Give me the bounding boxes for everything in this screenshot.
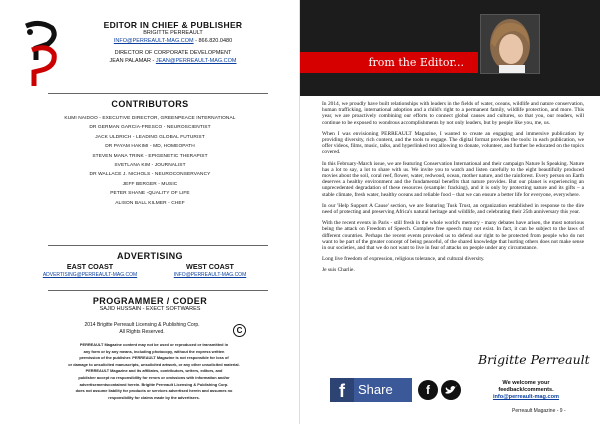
legal-line: publisher accept no responsibility for errors or omissions with information and/or [78, 374, 230, 380]
legal-line: permission of the publisher. PERREAULT Magazine is not responsible for loss of [79, 355, 229, 361]
contributor-item: DR GERMAN GARCIA-FRESCO - NEUROSCIENTIST [89, 125, 211, 131]
programmer-section [30, 296, 270, 314]
welcome-line: We welcome your [502, 380, 550, 386]
divider [48, 245, 268, 246]
header-bar [300, 0, 600, 96]
east-coast [30, 262, 150, 278]
editor-banner: from the Editor... [300, 52, 478, 73]
editor-phone: - 866.820.0480 [195, 37, 233, 44]
facebook-share-button[interactable] [330, 378, 412, 402]
letter-paragraph: In our 'Help Support A Cause' section, we are featuring Tusk Trust, an organization established in response to the dire need of protecting and preserving Africa's natural heritage and wildlife, and celebrating their 25th anniversary this year. [322, 202, 584, 216]
legal-line: PERREAULT Magazine and its affiliates, contributors, writers, editors, and [85, 368, 223, 374]
facebook-round-icon[interactable]: f [418, 380, 438, 400]
right-page [300, 0, 600, 424]
dev-name: JEAN PALAMAR - [109, 57, 155, 64]
editor-photo [480, 14, 540, 74]
legal-line: PERREAULT Magazine content may not be used or reproduced or transmitted in [79, 342, 229, 347]
editor-email-link[interactable]: INFO@PERREAULT-MAG.COM [113, 37, 194, 44]
rights-line: All Rights Reserved. [119, 329, 165, 335]
contributor-item: DR WALLACE J. NICHOLS - NEUROCONSERVANCY [89, 172, 211, 178]
contributors-list [30, 114, 270, 208]
perreault-logo-icon [22, 20, 58, 90]
copyright-notice [62, 322, 222, 336]
advertising-title: ADVERTISING [117, 251, 183, 261]
legal-line: responsibility for claims made by the advertisers. [108, 394, 200, 400]
editor-signature: Brigitte Perreault [478, 352, 590, 367]
dev-email-link[interactable]: JEAN@PERREAULT-MAG.COM [155, 57, 237, 64]
contributors-section [30, 99, 270, 208]
east-coast-email-link[interactable]: ADVERTISING@PERREAULT-MAG.COM [42, 272, 138, 278]
divider [48, 93, 268, 94]
contributor-item: DR PAYAM HAKIMI - MD, HOMEOPATH [105, 144, 195, 150]
contributors-title: CONTRIBUTORS [111, 99, 189, 109]
share-label: Share [358, 382, 393, 397]
advertising-section [30, 251, 270, 261]
west-coast-email-link[interactable]: INFO@PERREAULT-MAG.COM [173, 272, 247, 278]
contributor-item: PETER SHANE -QUALITY OF LIFE [110, 191, 190, 197]
west-coast [150, 262, 270, 278]
copyright-symbol: C [236, 326, 243, 335]
legal-disclaimer [44, 342, 264, 401]
editor-title: EDITOR IN CHIEF & PUBLISHER [103, 20, 243, 30]
copyright-icon [233, 324, 246, 337]
legal-line: advertisementscontained herein. Brigitte Perreault Licensing & Publishing Corp. [79, 381, 229, 387]
letter-paragraph: Je suis Charlie. [322, 267, 355, 274]
contributor-item: JACK ULDRICH - LEADING GLOBAL FUTURIST [95, 134, 205, 140]
facebook-icon: f [330, 378, 354, 402]
programmer-name: SAJID HUSSAIN - EXECT SOFTWARES [99, 306, 201, 312]
contributor-item: STEVEN MANA TRINK - EPIGENETIC THERAPIST [92, 153, 208, 159]
masthead [78, 20, 268, 65]
contributor-item: KUMI NAIDOO - EXECUTIVE DIRECTOR, GREENPEACE INTERNATIONAL [64, 116, 236, 121]
letter-paragraph: Long live freedom of expression, religious tolerance, and cultural diversity. [322, 256, 485, 263]
contributor-item: SVETLANA KIM - JOURNALIST [114, 163, 186, 169]
letter-paragraph: In this February-March issue, we are featuring Conservation International and their campaign Nature Is Speaking. Nature has a lot to say, a lot to share with us. We invite you to watch and listen carefully to the eight beautifully produced movies about the soil, coral reef, flower, water, redwood, ocean, mother nature, and the rainforest. Every person on Earth deserves a healthy environment and the fundamental benefits that nature provides. But our planet is experiencing an unprecedented degradation of these resources (example: fracking), and it is only by protecting nature and its gifts – a stable climate, fresh water, healthy oceans and reliable food – that we can ensure a better life for everyone, everywhere. [322, 160, 584, 198]
contributor-item: ALISON BALL KILMER - CHEF [115, 200, 185, 206]
legal-line: does not assume liability for products or services advertised herein and assumes no [75, 388, 233, 394]
letter-paragraph: In 2014, we proudly have built relationships with leaders in the fields of water, oceans, wildlife and nature conservation, human trafficking, international adoption and a child's right to a permanent family, wildlife protection, and more. This year, we are proactively combining our efforts to connect global causes and cultures, so that you, our readers, will continue to be exposed to wondrous accomplishments by not only leaders, but by people like you, me, us. [322, 101, 584, 126]
copyright-line: 2014 Brigitte Perreault Licensing & Publishing Corp. [84, 322, 200, 328]
divider [48, 290, 268, 291]
feedback-email-link[interactable]: info@perreault-mag.com [492, 394, 560, 400]
letter-paragraph: When I was envisioning PERREAULT Magazine, I wanted to create an engaging and immersive publication by providing diversity, rich content, and the tools to engage. The digital format provides the tools: in each publication, we offer videos, films, music, talks, and hyperlinked text allowing to donate, volunteer, and further be educated on the topics covered. [322, 130, 584, 156]
page-footer: Perreault Magazine - 9 - [512, 408, 566, 414]
east-coast-label: EAST COAST [66, 262, 114, 271]
legal-line: or damage to unsolicited manuscripts, unsolicited artwork, or any other unsolicited material. [68, 361, 240, 367]
letter-paragraph: With the recent events in Paris - still fresh in the whole world's memory - many debates have arisen, the most notorious being the attack on Freedom of Speech. Complete free speech may not exist. In fact, it can be subject to the laws of different countries. Perhaps the recent events provoked us to defend our right to be protected from people who do not want to be part of the greater concept of being peaceful, of the shared knowledge that hurting others does not make sense in our societies, and that we do not want to live in fear of attacks on people under any circumstance. [322, 220, 584, 252]
feedback-line: feedback/comments. [498, 387, 554, 393]
feedback-box [465, 380, 587, 401]
programmer-title: PROGRAMMER / CODER [92, 296, 208, 306]
dev-title: DIRECTOR OF CORPORATE DEVELOPMENT [114, 50, 232, 56]
contributor-item: JEFF BERGER - MUSIC [122, 181, 178, 187]
editor-letter [322, 101, 584, 279]
legal-line: any form or by any means, including photocopy, without the express written [83, 348, 225, 354]
portrait-image-icon [481, 15, 539, 73]
editor-name: BRIGITTE PERREAULT [143, 30, 203, 36]
west-coast-label: WEST COAST [186, 262, 234, 271]
twitter-icon[interactable] [441, 380, 461, 400]
